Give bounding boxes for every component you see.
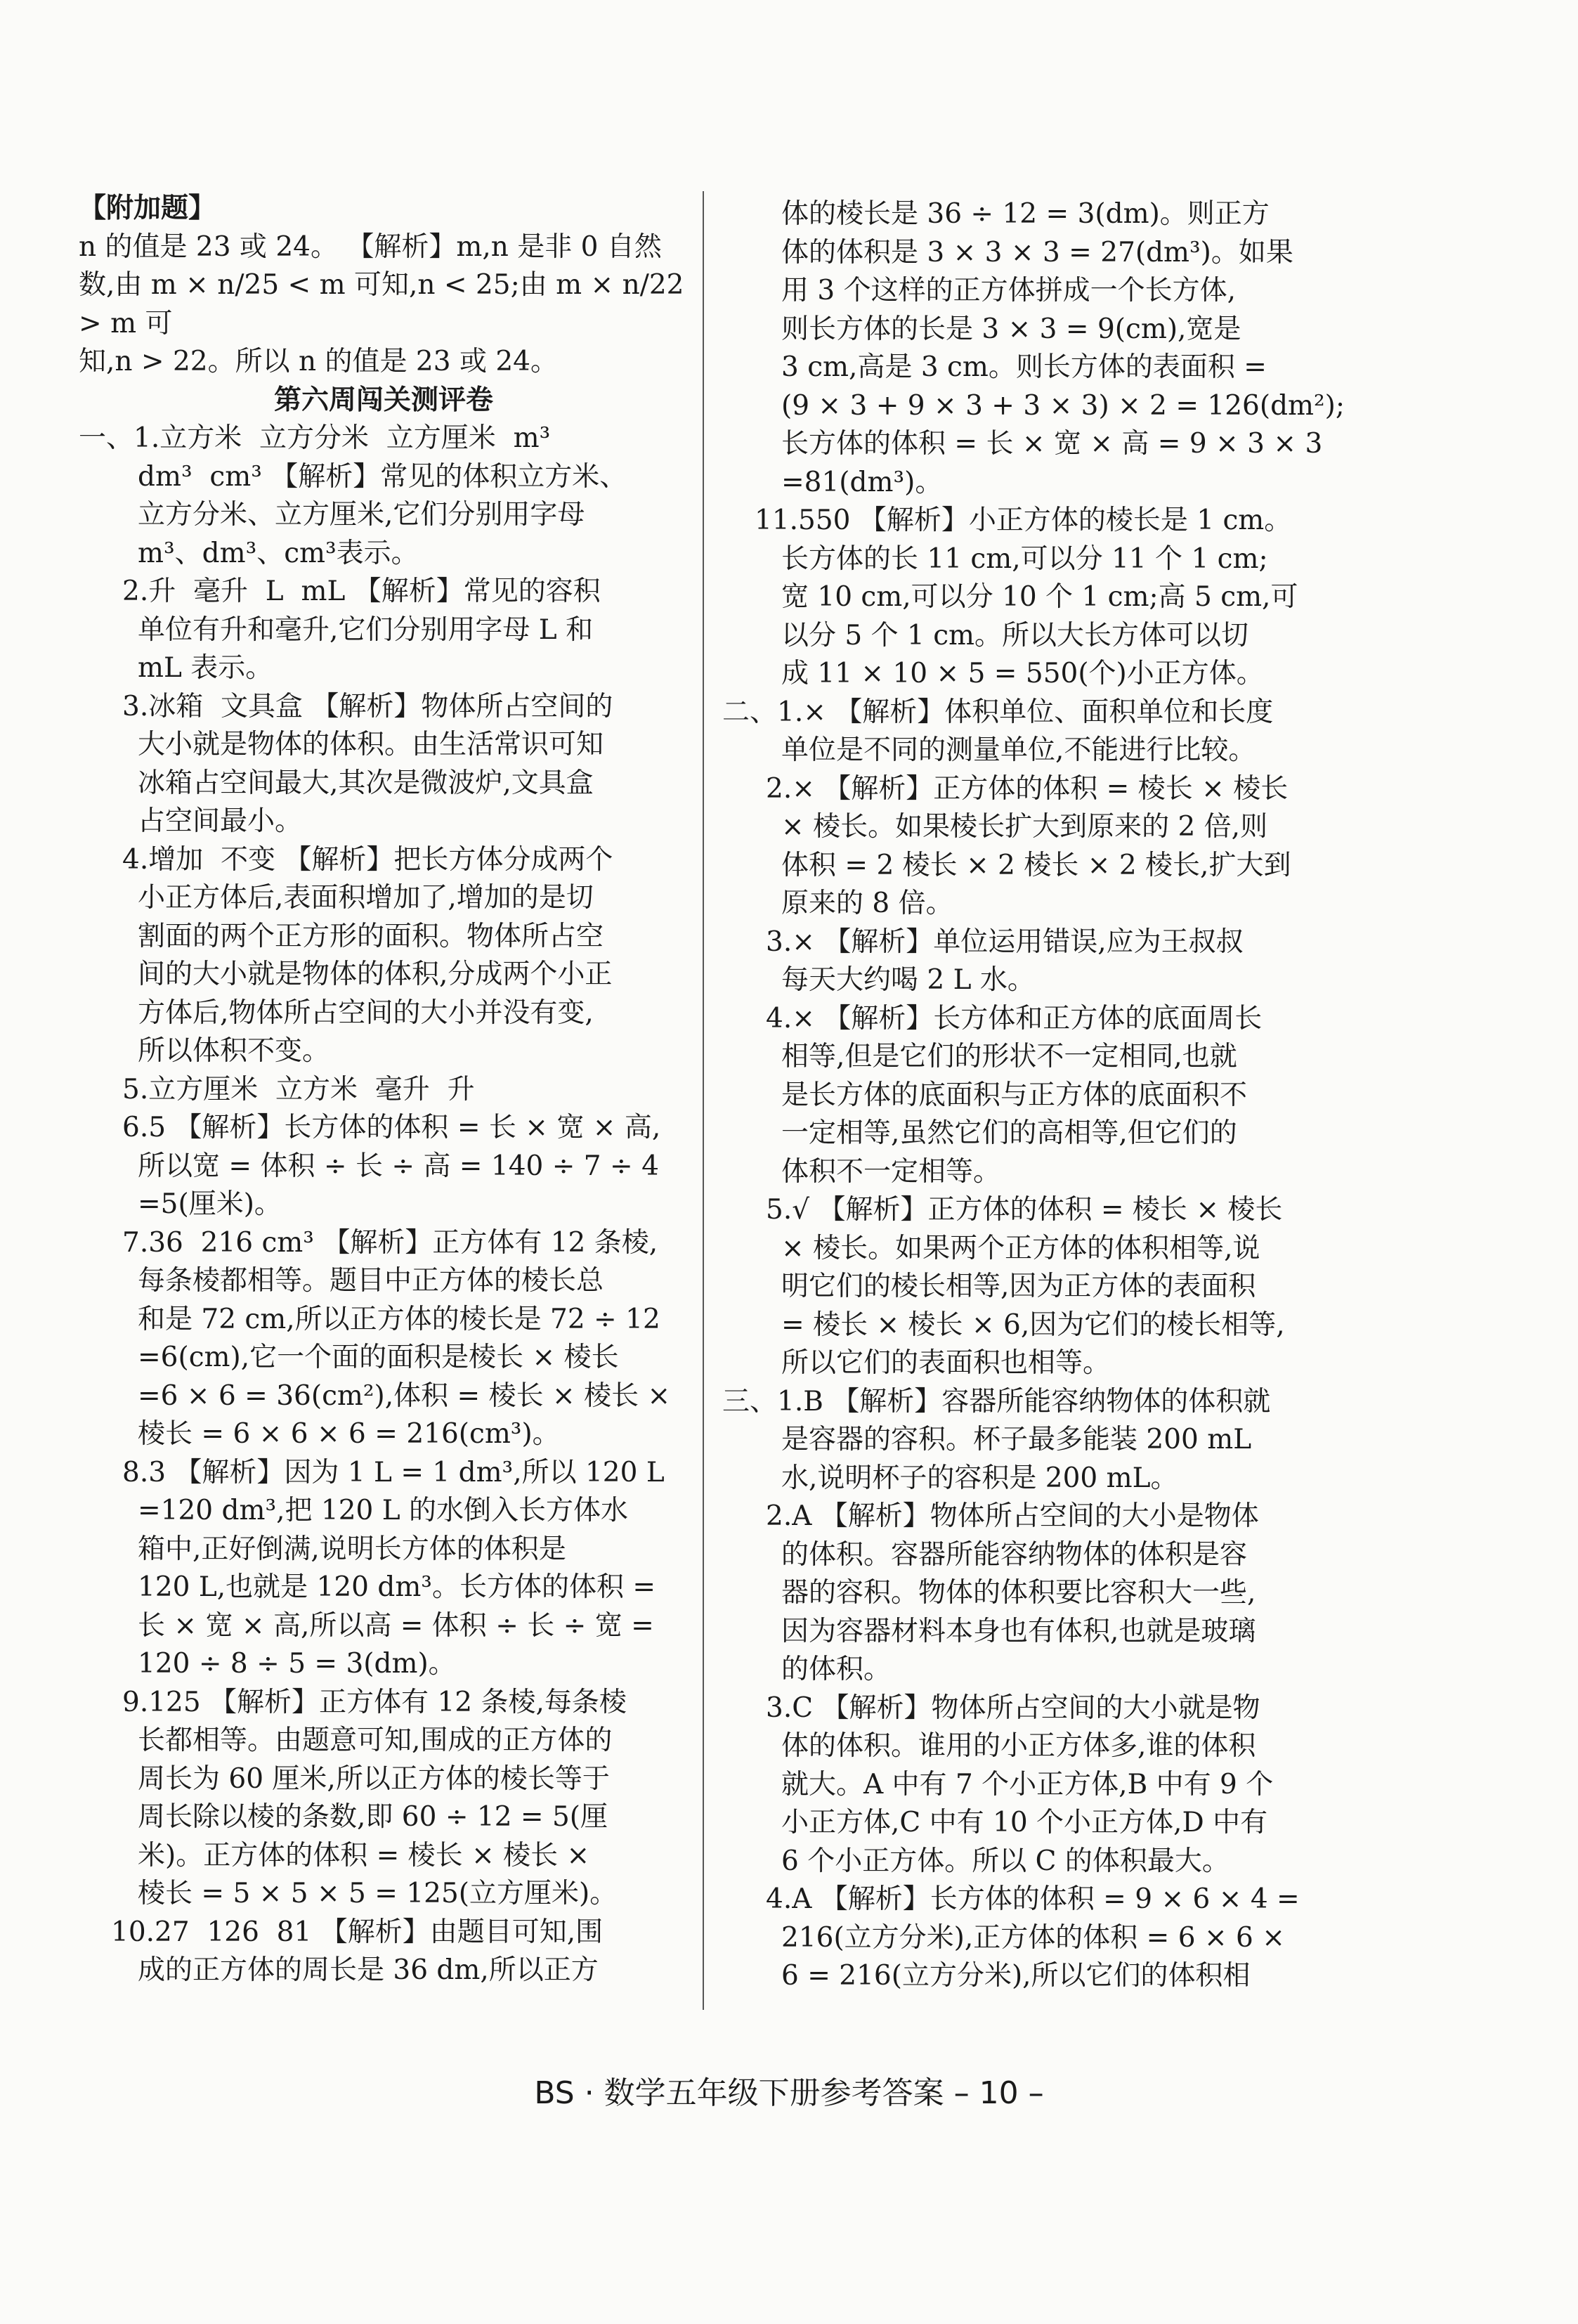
right-line: 单位是不同的测量单位,不能进行比较。 [781,734,1256,766]
right-line: 明它们的棱长相等,因为正方体的表面积 [781,1271,1256,1302]
right-column [722,195,1355,1996]
left-line: =120 dm³,把 120 L 的水倒入长方体水 [138,1495,629,1526]
right-line: = 棱长 × 棱长 × 6,因为它们的棱长相等, [781,1309,1285,1341]
left-line: 立方分米、立方厘米,它们分别用字母 [138,499,585,531]
left-line: 第六周闯关测评卷 [273,384,493,416]
right-line: 体积 = 2 棱长 × 2 棱长 × 2 棱长,扩大到 [781,849,1291,881]
right-line: 每天大约喝 2 L 水。 [781,964,1035,996]
left-line: =6(cm),它一个面的面积是棱长 × 棱长 [138,1342,619,1373]
right-line: 216(立方分米),正方体的体积 = 6 × 6 × [781,1921,1285,1954]
left-line: 10.27 126 81 【解析】由题目可知,围 [111,1916,604,1948]
right-line: 3.C 【解析】物体所占空间的大小就是物 [766,1692,1260,1724]
left-line: 数,由 m × n/25 < m 可知,n < 25;由 m × n/22 > m 可 [79,269,693,339]
left-line: 4.增加 不变 【解析】把长方体分成两个 [122,843,613,876]
left-line: 6.5 【解析】长方体的体积 = 长 × 宽 × 高, [122,1112,661,1143]
left-line: 占空间最小。 [138,805,303,837]
left-line: 和是 72 cm,所以正方体的棱长是 72 ÷ 12 [138,1303,660,1335]
right-line: × 棱长。如果棱长扩大到原来的 2 倍,则 [781,811,1268,843]
right-line: 器的容积。物体的体积要比容积大一些, [781,1577,1256,1609]
left-line: 一、1.立方米 立方分米 立方厘米 m³ [79,422,551,454]
left-line: 每条棱都相等。题目中正方体的棱长总 [138,1265,604,1297]
left-line: 长都相等。由题意可知,围成的正方体的 [138,1725,613,1756]
right-line: × 棱长。如果两个正方体的体积相等,说 [781,1232,1260,1264]
right-line: 小正方体,C 中有 10 个小正方体,D 中有 [781,1807,1268,1838]
left-line: 间的大小就是物体的体积,分成两个小正 [138,959,613,990]
column-divider [703,191,704,2010]
right-line: 长方体的长 11 cm,可以分 11 个 1 cm; [781,543,1268,575]
right-line: 一定相等,虽然它们的高相等,但它们的 [781,1117,1237,1149]
right-line: 11.550 【解析】小正方体的棱长是 1 cm。 [755,505,1292,536]
left-line: 2.升 毫升 L mL 【解析】常见的容积 [122,576,601,607]
right-line: 水,说明杯子的容积是 200 mL。 [781,1462,1178,1494]
left-line: 120 ÷ 8 ÷ 5 = 3(dm)。 [138,1648,456,1680]
page-footer: BS · 数学五年级下册参考答案 – 10 – [534,2075,1044,2111]
right-line: 体积不一定相等。 [781,1155,1001,1188]
right-line: 体的体积是 3 × 3 × 3 = 27(dm³)。如果 [781,236,1293,268]
left-line: m³、dm³、cm³表示。 [138,537,419,569]
right-line: 原来的 8 倍。 [781,888,953,919]
right-line: 相等,但是它们的形状不一定相同,也就 [781,1041,1237,1072]
left-line: 9.125 【解析】正方体有 12 条棱,每条棱 [122,1686,627,1718]
right-line: 长方体的体积 = 长 × 宽 × 高 = 9 × 3 × 3 [781,428,1323,460]
left-line: 7.36 216 cm³ 【解析】正方体有 12 条棱, [122,1226,658,1259]
right-line: 的体积。 [781,1654,892,1685]
right-line: 就大。A 中有 7 个小正方体,B 中有 9 个 [781,1768,1274,1800]
left-line: 米)。正方体的体积 = 棱长 × 棱长 × [138,1839,590,1871]
left-line: 所以体积不变。 [138,1035,330,1067]
left-line: 【附加题】 [79,193,216,224]
left-line: =5(厘米)。 [138,1188,282,1220]
left-line: 冰箱占空间最大,其次是微波炉,文具盒 [138,767,594,799]
right-line: 3 cm,高是 3 cm。则长方体的表面积 = [781,351,1267,383]
left-line: 方体后,物体所占空间的大小并没有变, [138,997,594,1029]
left-line: 割面的两个正方形的面积。物体所占空 [138,920,604,952]
right-line: 的体积。容器所能容纳物体的体积是容 [781,1538,1248,1571]
left-line: 知,n > 22。所以 n 的值是 23 或 24。 [79,346,558,377]
right-line: (9 × 3 + 9 × 3 + 3 × 3) × 2 = 126(dm²); [781,389,1345,422]
right-line: 成 11 × 10 × 5 = 550(个)小正方体。 [781,658,1264,689]
right-line: 以分 5 个 1 cm。所以大长方体可以切 [781,619,1249,651]
left-line: n 的值是 23 或 24。 【解析】m,n 是非 0 自然 [79,231,662,263]
left-line: 周长为 60 厘米,所以正方体的棱长等于 [138,1763,610,1795]
right-line: 因为容器材料本身也有体积,也就是玻璃 [781,1615,1256,1647]
left-line: 箱中,正好倒满,说明长方体的体积是 [138,1533,566,1565]
left-line: 小正方体后,表面积增加了,增加的是切 [138,882,594,914]
right-line: 体的棱长是 36 ÷ 12 = 3(dm)。则正方 [781,198,1270,230]
left-line: dm³ cm³ 【解析】常见的体积立方米、 [138,460,627,493]
right-line: 二、1.× 【解析】体积单位、面积单位和长度 [722,696,1274,728]
left-line: 周长除以棱的条数,即 60 ÷ 12 = 5(厘 [138,1801,608,1833]
right-line: 则长方体的长是 3 × 3 = 9(cm),宽是 [781,313,1241,345]
right-line: 用 3 个这样的正方体拼成一个长方体, [781,275,1237,306]
left-line: 大小就是物体的体积。由生活常识可知 [138,729,604,760]
left-line: 长 × 宽 × 高,所以高 = 体积 ÷ 长 ÷ 宽 = [138,1609,654,1642]
left-line: 5.立方厘米 立方米 毫升 升 [122,1073,475,1105]
right-line: =81(dm³)。 [781,466,943,498]
left-line: 120 L,也就是 120 dm³。长方体的体积 = [138,1571,656,1603]
right-line: 是容器的容积。杯子最多能装 200 mL [781,1424,1252,1455]
right-line: 宽 10 cm,可以分 10 个 1 cm;高 5 cm,可 [781,581,1298,613]
right-line: 2.× 【解析】正方体的体积 = 棱长 × 棱长 [766,772,1289,805]
left-line: 3.冰箱 文具盒 【解析】物体所占空间的 [122,690,613,722]
left-line: 所以宽 = 体积 ÷ 长 ÷ 高 = 140 ÷ 7 ÷ 4 [138,1150,659,1182]
right-line: 6 = 216(立方分米),所以它们的体积相 [781,1960,1251,1992]
left-line: 单位有升和毫升,它们分别用字母 L 和 [138,614,594,646]
right-line: 2.A 【解析】物体所占空间的大小是物体 [766,1500,1259,1532]
right-line: 是长方体的底面积与正方体的底面积不 [781,1079,1248,1111]
left-line: 棱长 = 6 × 6 × 6 = 216(cm³)。 [138,1418,560,1450]
left-line: 8.3 【解析】因为 1 L = 1 dm³,所以 120 L [122,1456,665,1488]
right-line: 6 个小正方体。所以 C 的体积最大。 [781,1845,1230,1877]
left-line: =6 × 6 = 36(cm²),体积 = 棱长 × 棱长 × [138,1380,671,1412]
left-column [79,190,693,1990]
right-line: 4.A 【解析】长方体的体积 = 9 × 6 × 4 = [766,1883,1300,1915]
right-line: 3.× 【解析】单位运用错误,应为王叔叔 [766,926,1244,958]
left-line: mL 表示。 [138,652,273,684]
left-line: 棱长 = 5 × 5 × 5 = 125(立方厘米)。 [138,1878,618,1909]
right-line: 5.√ 【解析】正方体的体积 = 棱长 × 棱长 [766,1194,1283,1226]
right-line: 三、1.B 【解析】容器所能容纳物体的体积就 [722,1385,1271,1417]
right-line: 4.× 【解析】长方体和正方体的底面周长 [766,1002,1263,1034]
left-line: 成的正方体的周长是 36 dm,所以正方 [138,1954,599,1986]
right-line: 所以它们的表面积也相等。 [781,1347,1111,1379]
right-line: 体的体积。谁用的小正方体多,谁的体积 [781,1730,1256,1762]
